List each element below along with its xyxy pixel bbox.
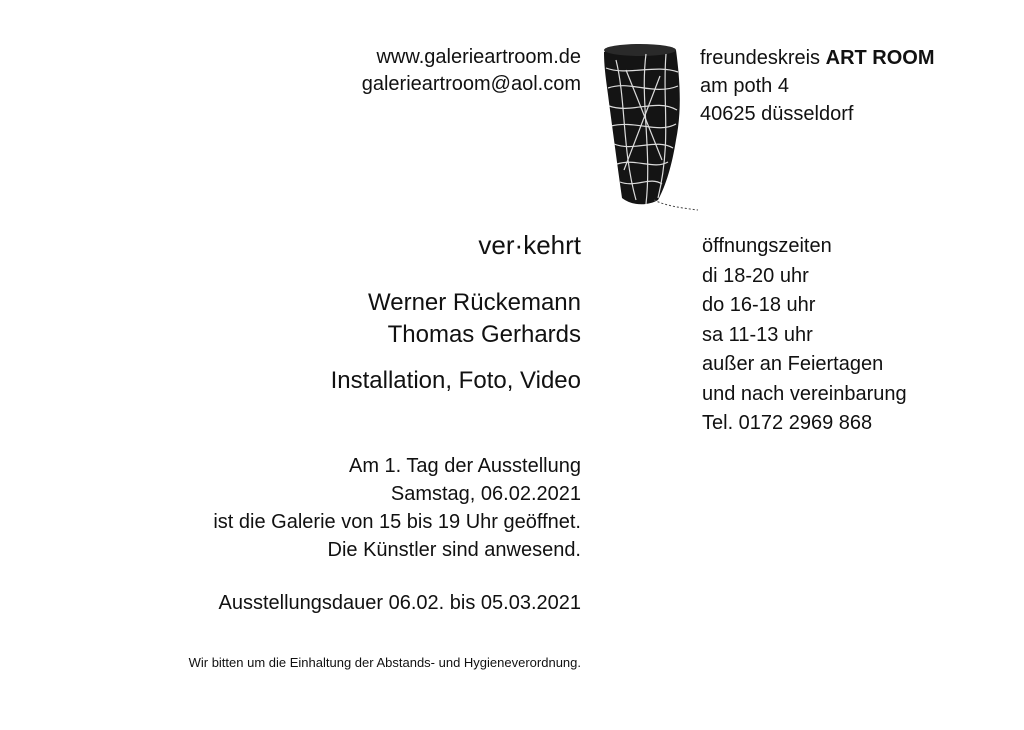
opening-line: Am 1. Tag der Ausstellung xyxy=(349,455,581,477)
address-city: 40625 düsseldorf xyxy=(700,103,854,125)
artist-name: Werner Rückemann xyxy=(368,289,581,316)
opening-hours xyxy=(702,232,907,439)
hours-heading: öffnungszeiten xyxy=(702,235,832,257)
address-street: am poth 4 xyxy=(700,75,789,97)
hours-line: sa 11-13 uhr xyxy=(702,323,813,346)
artist-name: Thomas Gerhards xyxy=(387,321,581,348)
hours-line: di 18-20 uhr xyxy=(702,264,809,287)
hygiene-notice: Wir bitten um die Einhaltung der Abstands- und Hygieneverordnung. xyxy=(188,655,581,670)
address-org-prefix: freundeskreis xyxy=(700,47,826,69)
hours-line: do 16-18 uhr xyxy=(702,294,816,316)
opening-info xyxy=(213,452,581,564)
phone-number[interactable]: Tel. 0172 2969 868 xyxy=(702,412,873,434)
opening-line: Die Künstler sind anwesend. xyxy=(327,539,581,561)
sculpture-image xyxy=(596,40,706,215)
opening-line: ist die Galerie von 15 bis 19 Uhr geöffnet. xyxy=(213,511,581,533)
address-org-name: ART ROOM xyxy=(825,47,935,69)
address-org xyxy=(700,44,935,72)
contact-block xyxy=(362,44,581,98)
opening-line: Samstag, 06.02.2021 xyxy=(390,483,581,505)
exhibition-title: ver·kehrt xyxy=(478,230,581,260)
exhibition-duration: Ausstellungsdauer 06.02. bis 05.03.2021 xyxy=(218,592,581,614)
hours-line: und nach vereinbarung xyxy=(702,382,907,405)
hours-line: außer an Feiertagen xyxy=(702,353,884,375)
address-block xyxy=(700,44,935,128)
website-link[interactable]: www.galerieartroom.de xyxy=(376,46,581,68)
artist-list xyxy=(368,287,581,351)
exhibition-media: Installation, Foto, Video xyxy=(330,367,581,394)
email-link[interactable]: galerieartroom@aol.com xyxy=(361,73,581,95)
